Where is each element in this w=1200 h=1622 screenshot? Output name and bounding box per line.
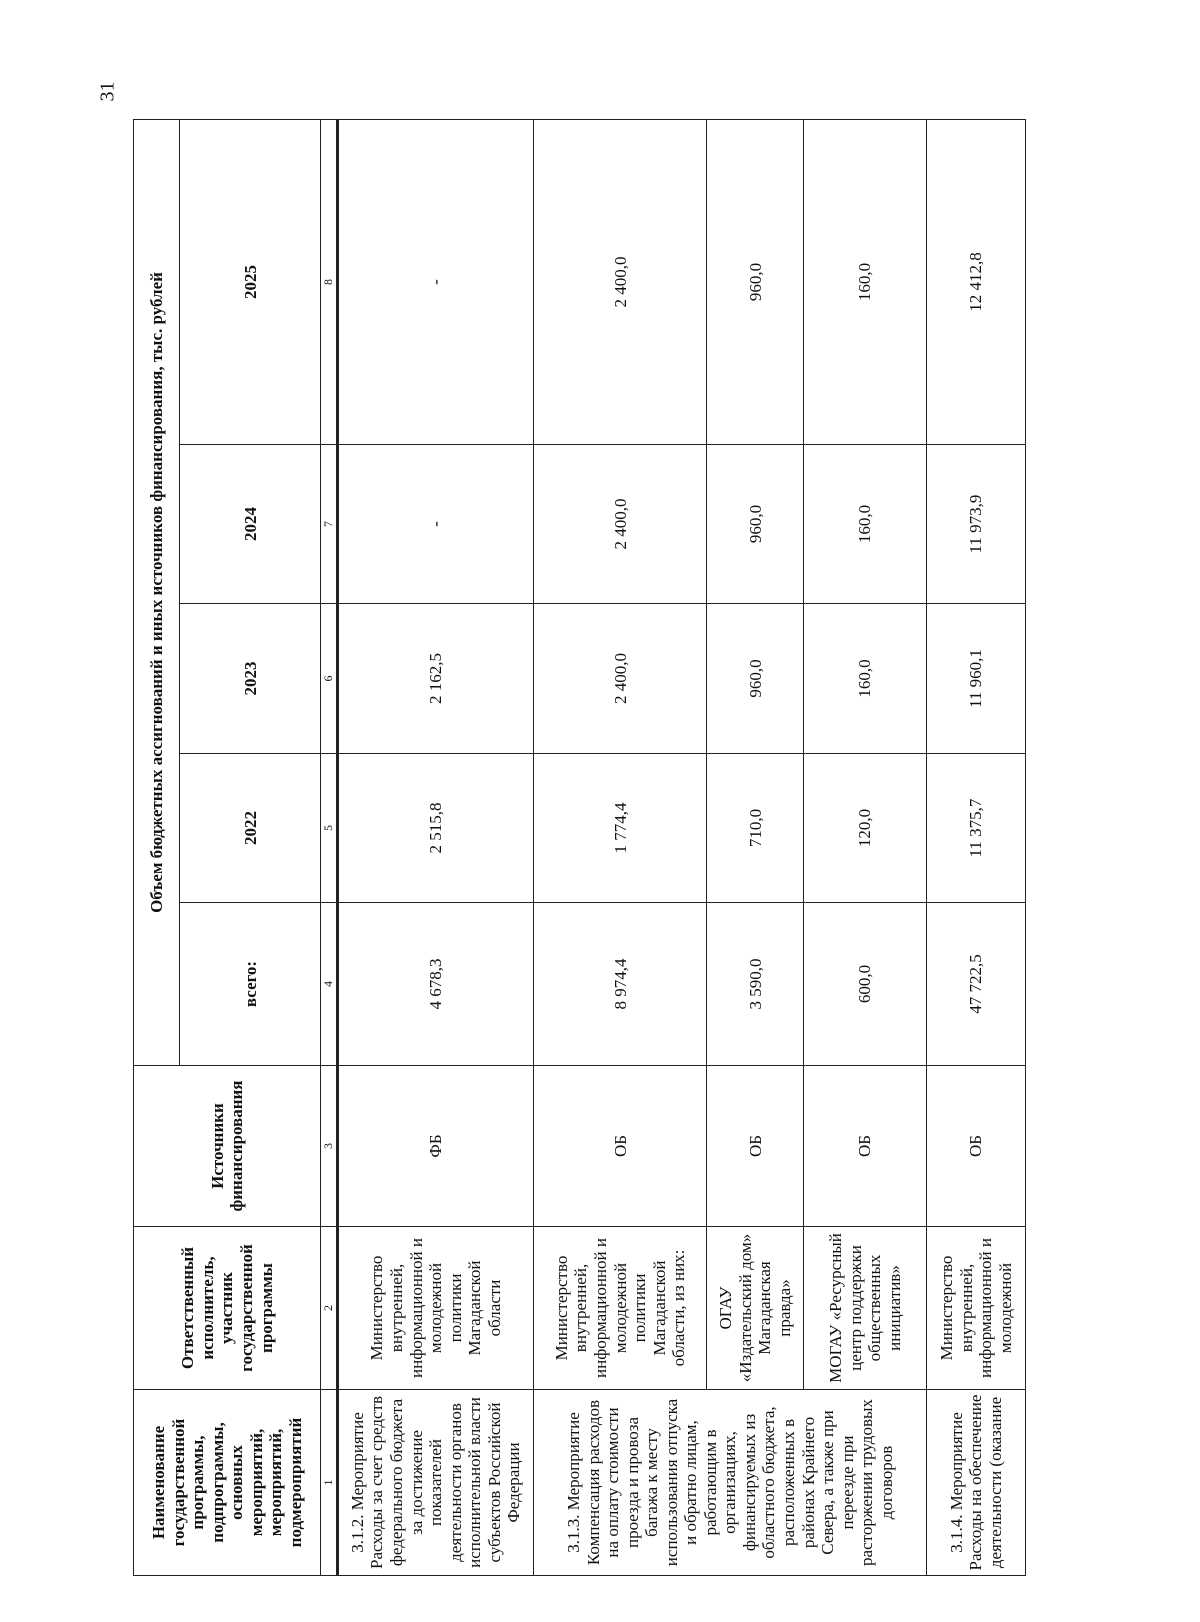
row-executor: ОГАУ «Издательский дом» Магаданская правда» [707,1227,804,1390]
col-number: 7 [321,445,337,604]
row-2024: 160,0 [804,445,927,604]
row-2025: 12 412,8 [927,119,1026,444]
row-2025: 2 400,0 [534,119,707,444]
page-number: 31 [96,81,119,102]
row-2023: 960,0 [707,604,804,754]
row-source: ОБ [804,1066,927,1227]
row-2023: 160,0 [804,604,927,754]
row-source: ФБ [337,1066,534,1227]
row-2023: 2 162,5 [337,604,534,754]
header-total: всего: [180,903,321,1066]
row-name: 3.1.3. Мероприятие Компенсация расходов на оплату стоимости проезда и провоза багажа к месту использования отпуска и обратно лицам, работающим в организациях, финансируемых из областного бюджета, расположенных в районах Крайнего Севера, а также при переезде при расторжении трудовых договоров [534,1390,927,1576]
header-2025: 2025 [180,119,321,444]
rotated-table-container [133,120,1026,1576]
header-name: Наименование государственной программы, подпрограммы, основных мероприятий, мероприятий, подмероприятий [134,1390,321,1576]
row-2023: 2 400,0 [534,604,707,754]
row-executor: Министерство внутренней, информационной и молодежной политики Магаданской области, из них: [534,1227,707,1390]
row-2022: 120,0 [804,754,927,903]
row-source: ОБ [927,1066,1026,1227]
row-2022: 710,0 [707,754,804,903]
row-name: 3.1.2. Мероприятие Расходы за счет средств федерального бюджета за достижение показателей деятельности органов исполнительной власти субъектов Российской Федерации [337,1390,534,1576]
row-executor: Министерство внутренней, информационной и молодежной [927,1227,1026,1390]
row-executor: МОГАУ «Ресурсный центр поддержки общественных инициатив» [804,1227,927,1390]
row-2024: 960,0 [707,445,804,604]
row-2025: 160,0 [804,119,927,444]
row-2023: 11 960,1 [927,604,1026,754]
row-2022: 1 774,4 [534,754,707,903]
header-2022: 2022 [180,754,321,903]
row-total: 600,0 [804,903,927,1066]
row-2024: 2 400,0 [534,445,707,604]
header-2023: 2023 [180,604,321,754]
row-2025: 960,0 [707,119,804,444]
row-executor: Министерство внутренней, информационной и молодежной политики Магаданской области [337,1227,534,1390]
header-source: Источники финансирования [134,1066,321,1227]
row-2022: 2 515,8 [337,754,534,903]
row-2024: 11 973,9 [927,445,1026,604]
financing-table [133,119,1026,1576]
table-row [927,119,1026,1575]
row-source: ОБ [707,1066,804,1227]
row-total: 4 678,3 [337,903,534,1066]
table-row [804,119,927,1575]
col-number: 6 [321,604,337,754]
header-group: Объем бюджетных ассигнований и иных источников финансирования, тыс. рублей [134,119,180,1065]
row-name: 3.1.4. Мероприятие Расходы на обеспечение деятельности (оказание [927,1390,1026,1576]
col-number: 5 [321,754,337,903]
table-row [337,119,534,1575]
row-total: 8 974,4 [534,903,707,1066]
col-number: 8 [321,119,337,444]
col-number: 3 [321,1066,337,1227]
table-row [534,119,707,1575]
col-number: 2 [321,1227,337,1390]
col-number: 4 [321,903,337,1066]
header-executor: Ответственный исполнитель, участник государственной программы [134,1227,321,1390]
row-total: 47 722,5 [927,903,1026,1066]
header-2024: 2024 [180,445,321,604]
row-total: 3 590,0 [707,903,804,1066]
table-row [707,119,804,1575]
row-2022: 11 375,7 [927,754,1026,903]
row-2025: - [337,119,534,444]
row-source: ОБ [534,1066,707,1227]
row-2024: - [337,445,534,604]
col-number: 1 [321,1390,337,1576]
